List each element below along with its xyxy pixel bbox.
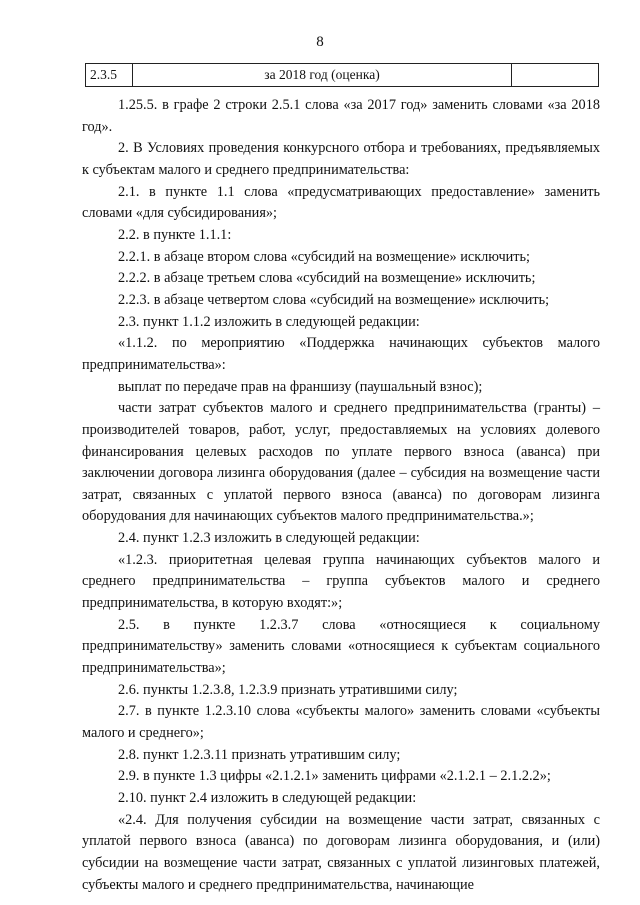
paragraph: 2.9. в пункте 1.3 цифры «2.1.2.1» заменить цифрами «2.1.2.1 – 2.1.2.2»; [118,768,551,785]
paragraph: части затрат субъектов малого и среднего предпринимательства (гранты) – производителей товаров, работ, услуг, предоставляемых на условиях долевого финансирования целевых расходов по уплате первого взноса (аванса) при заключении договора лизинга оборудования (далее – субсидия на возмещение части затрат, связанных с уплатой первого взноса (аванса) по договорам лизинга оборудования для начинающих субъектов малого предпринимательства.»; [82,400,600,525]
paragraph: 2.4. пункт 1.2.3 изложить в следующей редакции: [118,530,420,547]
table-row [86,64,599,87]
paragraph: 2. В Условиях проведения конкурсного отбора и требованиях, предъявляемых к субъектам малого и среднего предпринимательства: [82,140,600,178]
paragraph: 2.6. пункты 1.2.3.8, 1.2.3.9 признать утратившими силу; [118,681,458,698]
document-body [82,95,600,896]
paragraph: «2.4. Для получения субсидии на возмещение части затрат, связанных с уплатой первого взноса (аванса) по договорам лизинга оборудования, и (или) субсидии на возмещение части затрат, связанных с уплатой лизинговых платежей, субъекты малого и среднего предпринимательства, начинающие [82,811,600,893]
paragraph: 2.3. пункт 1.1.2 изложить в следующей редакции: [118,313,420,330]
paragraph: 2.8. пункт 1.2.3.11 признать утратившим силу; [118,746,401,763]
paragraph: 2.10. пункт 2.4 изложить в следующей редакции: [118,790,417,806]
paragraph: «1.2.3. приоритетная целевая группа начинающих субъектов малого и среднего предпринимательства – группа субъектов малого и среднего предпринимательства, в которую входят:»; [82,551,600,612]
page-number: 8 [316,34,324,50]
paragraph: 2.5. в пункте 1.2.3.7 слова «относящиеся к социальному предпринимательству» заменить словами «относящиеся к субъектам социального предпринимательства»; [82,616,600,677]
paragraph: выплат по передаче прав на франшизу (паушальный взнос); [118,378,483,395]
paragraph: 2.2.1. в абзаце втором слова «субсидий на возмещение» исключить; [118,248,531,265]
paragraph: 2.2.3. в абзаце четвертом слова «субсидий на возмещение» исключить; [118,291,550,308]
indicator-table [85,63,599,87]
row-number-cell: 2.3.5 [86,64,133,87]
paragraph: 2.2. в пункте 1.1.1: [118,226,232,243]
paragraph: «1.1.2. по мероприятию «Поддержка начинающих субъектов малого предпринимательства»: [82,335,600,373]
paragraph: 2.7. в пункте 1.2.3.10 слова «субъекты малого» заменить словами «субъекты малого и среднего»; [82,703,600,742]
paragraph: 1.25.5. в графе 2 строки 2.5.1 слова «за 2017 год» заменить словами «за 2018 год». [82,97,600,135]
row-text-cell: за 2018 год (оценка) [133,64,512,87]
row-value-cell [512,64,599,87]
paragraph: 2.1. в пункте 1.1 слова «предусматривающих предоставление» заменить словами «для субсидирования»; [82,183,600,222]
paragraph: 2.2.2. в абзаце третьем слова «субсидий на возмещение» исключить; [118,270,536,287]
